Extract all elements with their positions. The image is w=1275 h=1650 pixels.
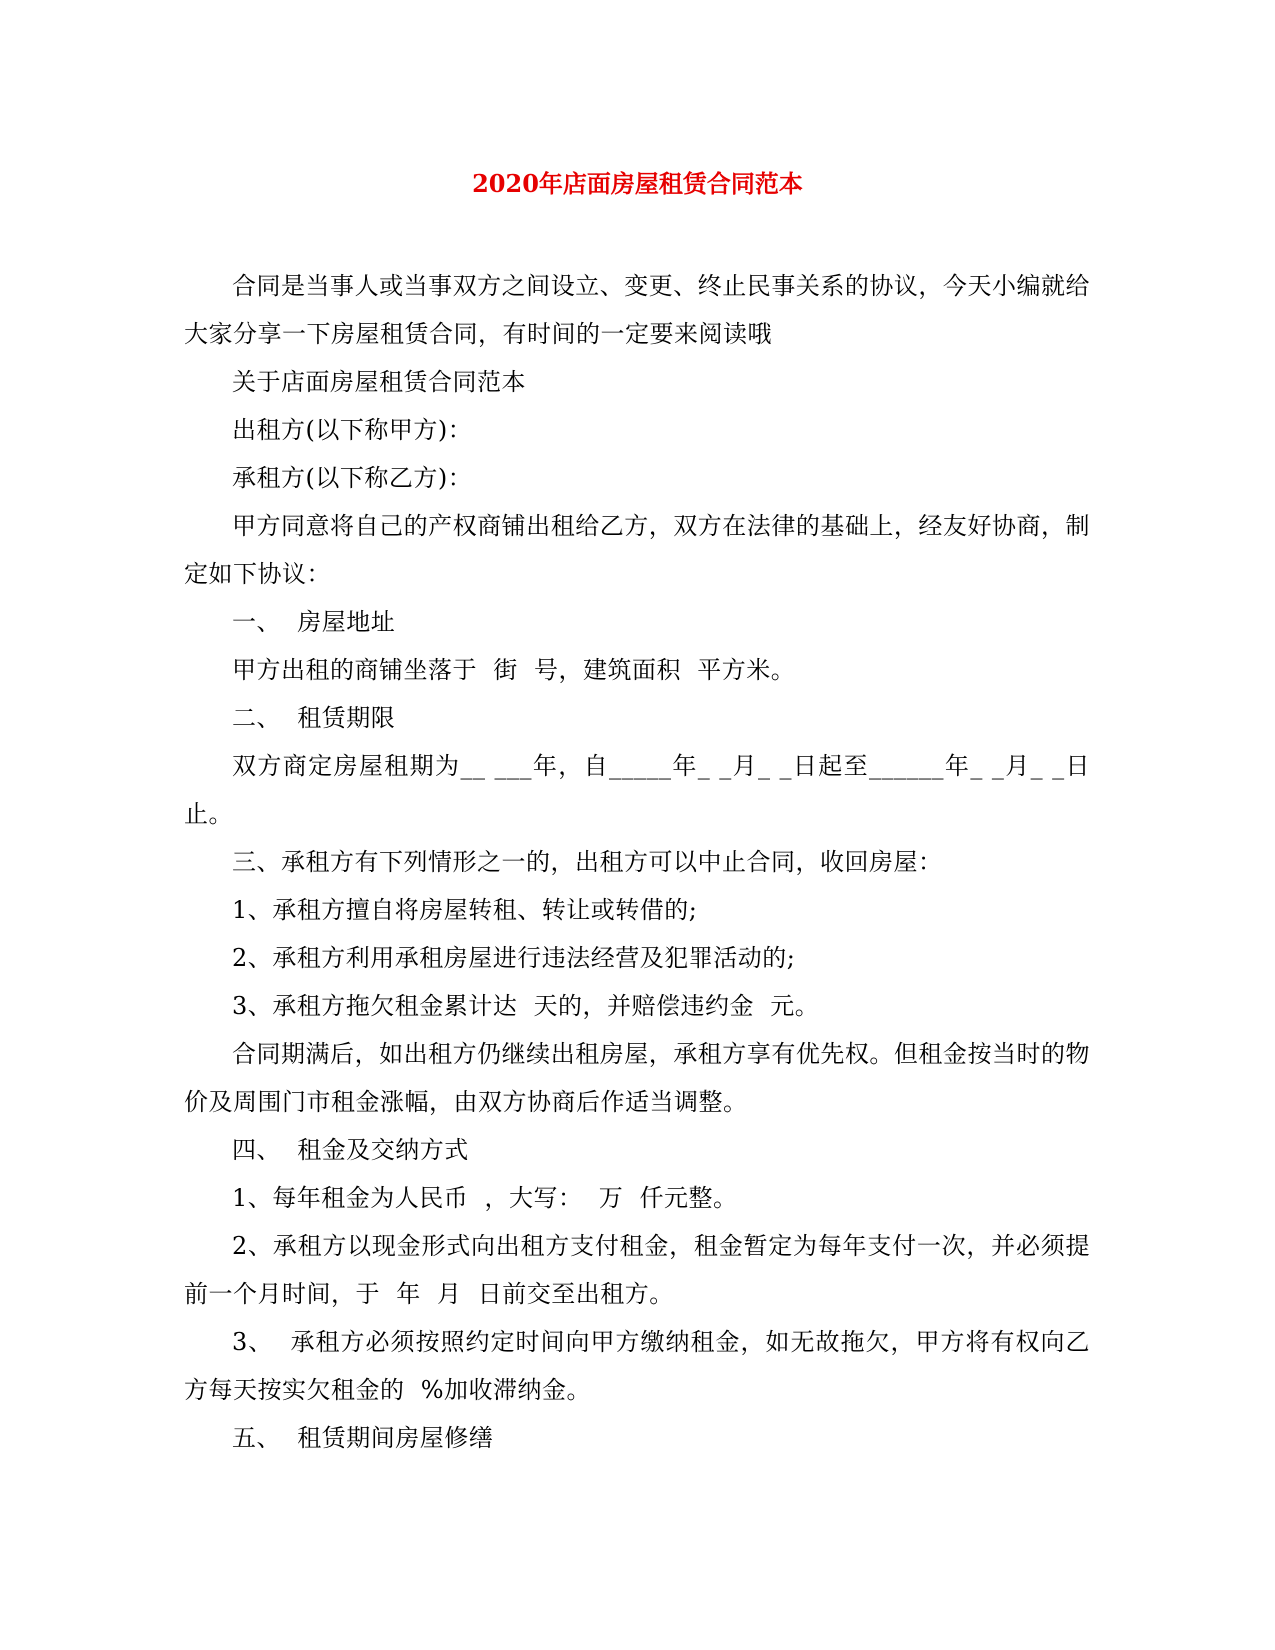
contract-heading: 关于店面房屋租赁合同范本: [232, 368, 526, 396]
intro-paragraph: 合同是当事人或当事双方之间设立、变更、终止民事关系的协议，今天小编就给大家分享一下房屋租赁合同，有时间的一定要来阅读哦: [184, 272, 1090, 348]
termination-item-2: 2、承租方利用承租房屋进行违法经营及犯罪活动的;: [232, 944, 796, 972]
section-heading-termination: 三、承租方有下列情形之一的，出租方可以中止合同，收回房屋：: [232, 848, 943, 876]
lessor-line: 出租方(以下称甲方)：: [232, 416, 473, 444]
rent-item-3: 3、 承租方必须按照约定时间向甲方缴纳租金，如无故拖欠，甲方将有权向乙方每天按实欠租金的 %加收滞纳金。: [184, 1328, 1090, 1404]
lessee-line: 承租方(以下称乙方)：: [232, 464, 473, 492]
agreement-paragraph: 甲方同意将自己的产权商铺出租给乙方，双方在法律的基础上，经友好协商，制定如下协议：: [184, 512, 1090, 588]
section-heading-rent: 四、 租金及交纳方式: [232, 1136, 469, 1164]
termination-item-3: 3、承租方拖欠租金累计达 天的，并赔偿违约金 元。: [232, 992, 820, 1020]
term-paragraph: 双方商定房屋租期为__ ___年，自_____年_ _月_ _日起至______年_ _月_ _日止。: [184, 752, 1090, 828]
section-heading-address: 一、 房屋地址: [232, 608, 396, 636]
termination-item-1: 1、承租方擅自将房屋转租、转让或转借的;: [232, 896, 698, 924]
document-title: 2020年店面房屋租赁合同范本: [472, 169, 803, 198]
rent-item-2: 2、承租方以现金形式向出租方支付租金，租金暂定为每年支付一次，并必须提前一个月时间，于 年 月 日前交至出租方。: [184, 1232, 1090, 1308]
document-body: [184, 262, 1090, 1462]
section-heading-term: 二、 租赁期限: [232, 704, 396, 732]
address-paragraph: 甲方出租的商铺坐落于 街 号，建筑面积 平方米。: [232, 656, 796, 684]
renewal-paragraph: 合同期满后，如出租方仍继续出租房屋，承租方享有优先权。但租金按当时的物价及周围门市租金涨幅，由双方协商后作适当调整。: [184, 1040, 1090, 1116]
section-heading-repair: 五、 租赁期间房屋修缮: [232, 1424, 494, 1452]
rent-item-1: 1、每年租金为人民币 ，大写： 万 仟元整。: [232, 1184, 738, 1212]
